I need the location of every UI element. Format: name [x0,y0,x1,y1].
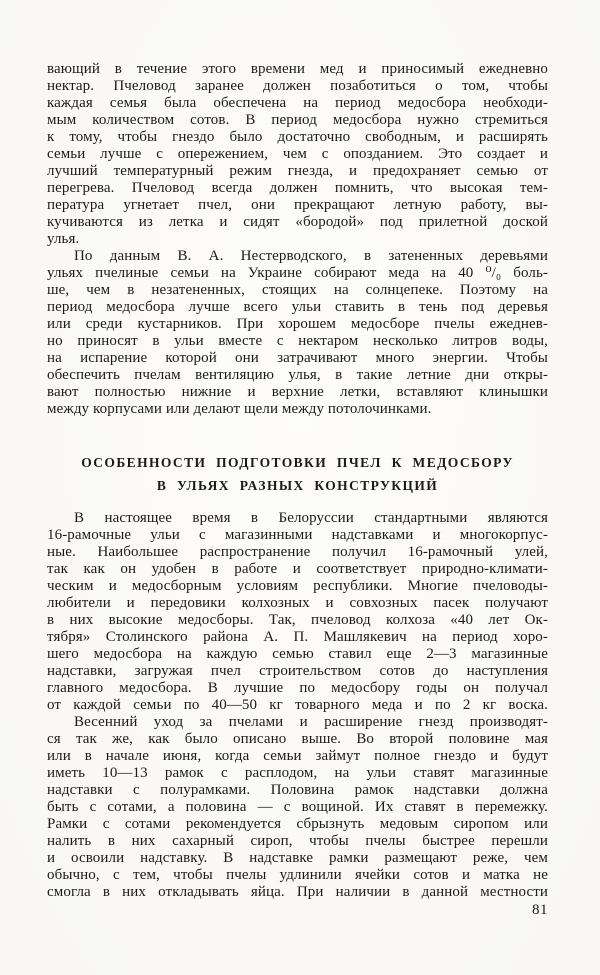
text-line: Весенний уход за пчелами и расширение гнезд производят- [74,714,548,730]
paragraph [47,510,548,714]
page-number: 81 [532,902,548,918]
text-line: лучший температурный режим гнезда, и предохраняет семью от [47,163,548,179]
text-line: ные. Наибольшее распространение получил 16-рамочный улей, [47,544,548,560]
text-line: перегрева. Пчеловод всегда должен помнить, что высокая тем- [47,180,548,196]
paragraph [47,248,548,418]
text-line: надставки с полурамками. Половина рамок надставки должна [47,782,548,798]
text-line: от каждой семьи по 40—50 кг товарного меда и по 2 кг воска. [47,697,548,713]
text-line: нектар. Пчеловод заранее должен позаботиться о том, чтобы [47,78,548,94]
text-line: тября» Столинского района А. П. Машлякевич на период хоро- [47,629,548,645]
text-line: ульях пчелиные семьи на Украине собирают меда на 40 ⁰/₀ боль- [47,265,548,281]
text-line: обычно, с тем, чтобы пчелы удлинили ячейки сотов и матка не [47,867,548,883]
text-line: но приносят в ульи вместе с нектаром несколько литров воды, [47,333,548,349]
text-line: мым количеством сотов. В период медосбора нужно стремиться [47,112,548,128]
text-line: иметь 10—13 рамок с расплодом, на ульи ставят магазинные [47,765,548,781]
text-line: любители и передовики колхозных и совхозных пасек получают [47,595,548,611]
text-line: 16-рамочные ульи с магазинными надставками и многокорпус- [47,527,548,543]
text-line: обеспечить пчелам вентиляцию улья, в такие летние дни откры- [47,367,548,383]
text-line: По данным В. А. Нестерводского, в затененных деревьями [74,248,548,264]
text-line: Рамки с сотами рекомендуется сбрызнуть медовым сиропом или [47,816,548,832]
text-line: В настоящее время в Белоруссии стандартными являются [74,510,548,526]
text-line: между корпусами или делают щели между потолочинками. [47,401,432,417]
text-line: и освоили надставку. В надставке рамки размещают реже, чем [47,850,548,866]
text-line: вающий в течение этого времени мед и приносимый ежедневно [47,61,548,77]
text-line: семьи лучше с опережением, чем с опозданием. Это создает и [47,146,548,162]
text-line: быть с сотами, а половина — с вощиной. Их ставят в перемежку. [47,799,548,815]
section-heading [47,451,548,497]
text-line: главного медосбора. В лучшие по медосбору годы он получал [47,680,548,696]
text-line: налить в них сахарный сироп, чтобы пчелы быстрее перешли [47,833,548,849]
text-line: ся так же, как было описано выше. Во второй половине мая [47,731,548,747]
text-line: ше, чем в незатененных, стоящих на солнцепеке. Поэтому на [47,282,548,298]
text-line: каждая семья была обеспечена на период медосбора необходи- [47,95,548,111]
text-line: или среди кустарников. При хорошем медосборе пчелы ежеднев- [47,316,548,332]
text-line: шего медосбора на каждую семью ставил еще 2—3 магазинные [47,646,548,662]
text-line: улья. [47,231,80,247]
paragraph [47,714,548,901]
heading-line: ОСОБЕННОСТИ ПОДГОТОВКИ ПЧЕЛ К МЕДОСБОРУ [81,455,514,470]
text-line: надставки, загружая пчел строительством сотов до наступления [47,663,548,679]
text-block [47,61,548,901]
paragraph [47,61,548,248]
text-line: к тому, чтобы гнездо было достаточно свободным, и расширять [47,129,548,145]
heading-line: В УЛЬЯХ РАЗНЫХ КОНСТРУКЦИЙ [156,478,439,493]
text-line: ческим и медосборным условиям республики. Многие пчеловоды- [47,578,548,594]
text-line: на испарение которой они затрачивают много энергии. Чтобы [47,350,548,366]
text-line: вают полностью нижние и верхние летки, вставляют клинышки [47,384,548,400]
text-line: так как он удобен в работе и соответствует природно-климати- [47,561,548,577]
text-line: или в начале июня, когда семьи займут полное гнездо и будут [47,748,548,764]
text-line: в них высокие медосборы. Так, пчеловод колхоза «40 лет Ок- [47,612,548,628]
text-line: кучиваются из летка и сидят «бородой» под прилетной доской [47,214,548,230]
text-line: смогла в них откладывать яйца. При наличии в данной местности [47,884,548,900]
text-line: пература угнетает пчел, они прекращают летную работу, вы- [47,197,548,213]
text-line: период медосбора лучше всего ульи ставить в тень под деревья [47,299,548,315]
